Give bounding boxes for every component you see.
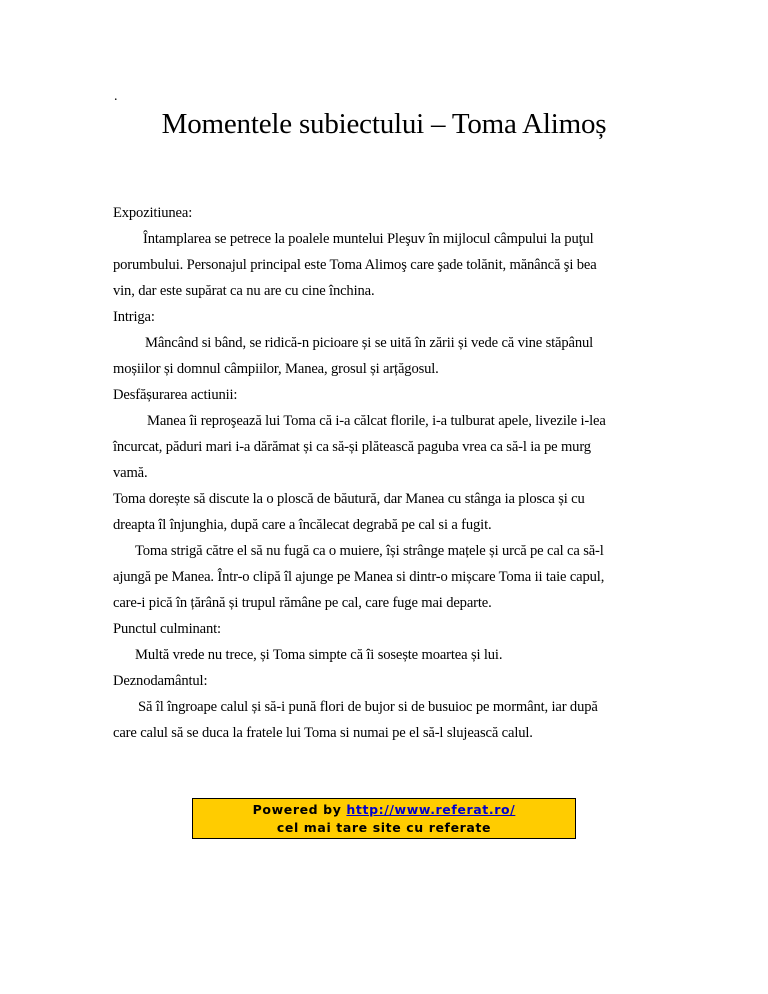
paragraph-line: vin, dar este supărat ca nu are cu cine închina. — [113, 283, 375, 299]
promo-prefix: Powered by — [252, 802, 347, 817]
section-label-intrigue: Intriga: — [113, 309, 155, 325]
paragraph-line: ajungă pe Manea. Într-o clipă îl ajunge pe Manea si dintr-o mișcare Toma ii taie capul, — [113, 569, 605, 585]
promo-tagline: cel mai tare site cu referate — [276, 820, 492, 835]
section-label-action: Desfășurarea actiunii: — [113, 387, 238, 403]
paragraph-line: Mâncând si bând, se ridică-n picioare și se uită în zării și vede că vine stăpânul — [145, 335, 594, 351]
promo-link[interactable]: http://www.referat.ro/ — [346, 802, 516, 817]
paragraph-line: moșiilor și domnul câmpiilor, Manea, grosul și arțăgosul. — [113, 361, 439, 377]
paragraph-line: Întamplarea se petrece la poalele muntelui Pleşuv în mijlocul câmpului la puţul — [143, 231, 594, 247]
paragraph-line: Manea îi reproşează lui Toma că i-a călcat florile, i-a tulburat apele, livezile i-lea — [147, 413, 606, 429]
paragraph-line: Toma dorește să discute la o ploscă de băutură, dar Manea cu stânga ia plosca și cu — [113, 491, 585, 507]
marker-dot: . — [114, 89, 118, 104]
paragraph-line: Multă vrede nu trece, și Toma simpte că îi sosește moartea și lui. — [135, 647, 503, 663]
paragraph-line: care calul să se duca la fratele lui Toma si numai pe el să-l slujească calul. — [113, 725, 533, 741]
document-body — [113, 200, 643, 746]
promo-line-1 — [193, 801, 575, 819]
paragraph-line: Să îl îngroape calul și să-i pună flori de bujor si de busuioc pe mormânt, iar după — [138, 699, 598, 715]
section-label-denouement: Deznodamântul: — [113, 673, 208, 689]
page-title: Momentele subiectului – Toma Alimoș — [161, 108, 607, 140]
paragraph-line: porumbului. Personajul principal este Toma Alimoş care şade tolănit, mănâncă şi bea — [113, 257, 597, 273]
paragraph-line: Toma strigă către el să nu fugă ca o muiere, își strânge mațele și urcă pe cal ca să-l — [135, 543, 604, 559]
promo-banner — [192, 798, 576, 839]
paragraph-line: dreapta îl înjunghia, după care a încălecat degrabă pe cal si a fugit. — [113, 517, 492, 533]
paragraph-line: care-i pică în țărână și trupul rămâne pe cal, care fuge mai departe. — [113, 595, 492, 611]
paragraph-line: încurcat, păduri mari i-a dărămat și ca să-și plătească paguba vrea ca să-l ia pe murg — [113, 439, 591, 455]
section-label-exposition: Expozitiunea: — [113, 205, 193, 221]
section-label-climax: Punctul culminant: — [113, 621, 221, 637]
paragraph-line: vamă. — [113, 465, 148, 481]
